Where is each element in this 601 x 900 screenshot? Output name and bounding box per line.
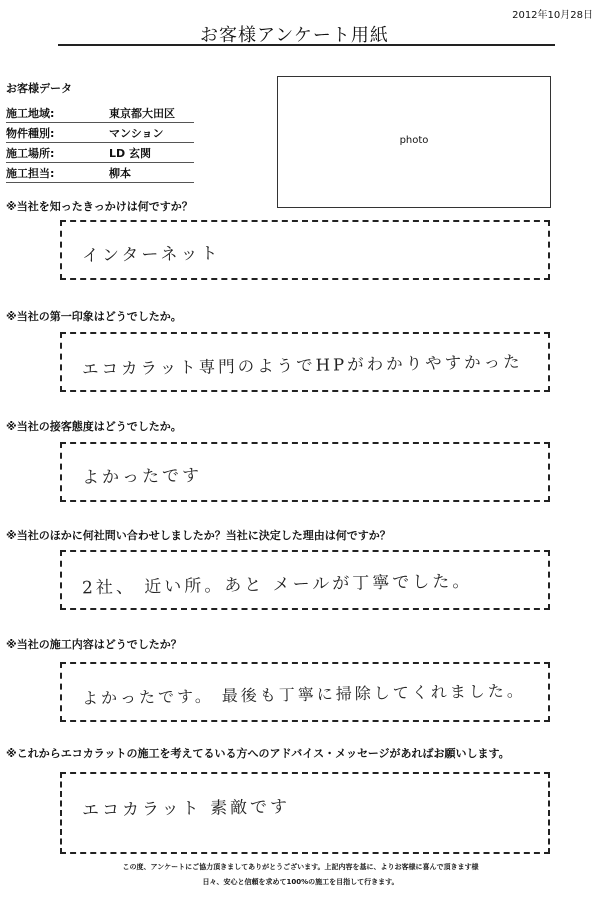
question-5: ※当社の施工内容はどうでしたか？	[6, 638, 182, 651]
answer-box-4	[60, 550, 550, 610]
question-1: ※当社を知ったきっかけは何ですか？	[6, 200, 193, 213]
question-3: ※当社の接客態度はどうでしたか。	[6, 420, 182, 433]
footer-line-1: この度、アンケートにご協力頂きましてありがとうございます。上記内容を基に、よりお客様に喜んで頂きます様	[122, 863, 479, 871]
answer-5-text: よかったです。 最後も丁寧に掃除してくれました。	[81, 681, 526, 708]
customer-data-heading: お客様データ	[6, 82, 72, 95]
location-value: LD 玄関	[109, 147, 151, 160]
answer-box-1	[60, 220, 550, 280]
customer-row-staff	[6, 164, 194, 183]
customer-row-area	[6, 104, 194, 123]
photo-box	[277, 76, 551, 208]
area-value: 東京都大田区	[109, 107, 175, 120]
answer-box-2	[60, 332, 550, 392]
location-label: 施工場所:	[6, 147, 55, 160]
photo-label: photo	[399, 135, 429, 146]
answer-4-text: 2社、 近い所。あと メールが丁寧でした。	[81, 571, 473, 599]
footer-line-2: 日々、安心と信頼を求めて100%の施工を目指して行きます。	[202, 878, 399, 886]
property-type-label: 物件種別:	[6, 127, 55, 140]
staff-label: 施工担当:	[6, 167, 55, 180]
area-label: 施工地域:	[6, 107, 55, 120]
property-type-value: マンション	[109, 127, 164, 140]
answer-box-3	[60, 442, 550, 502]
customer-row-property-type	[6, 124, 194, 143]
customer-row-location	[6, 144, 194, 163]
survey-date: 2012年10月28日	[512, 10, 593, 21]
question-6: ※これからエコカラットの施工を考えてるいる方へのアドバイス・メッセージがあればお願いします。	[6, 747, 510, 760]
question-4: ※当社のほかに何社問い合わせしましたか？当社に決定した理由は何ですか？	[6, 529, 391, 542]
title-underline	[58, 44, 555, 46]
answer-2-text: エコカラット専門のようでHPがわかりやすかった	[81, 352, 523, 379]
answer-box-5	[60, 662, 550, 722]
staff-value: 柳本	[109, 167, 131, 180]
page-title: お客様アンケート用紙	[200, 25, 389, 46]
answer-6-text: エコカラット 素敵です	[81, 797, 291, 821]
answer-1-text: インターネット	[81, 243, 221, 267]
answer-3-text: よかったです	[81, 465, 203, 489]
question-2: ※当社の第一印象はどうでしたか。	[6, 310, 182, 323]
answer-box-6	[60, 772, 550, 854]
